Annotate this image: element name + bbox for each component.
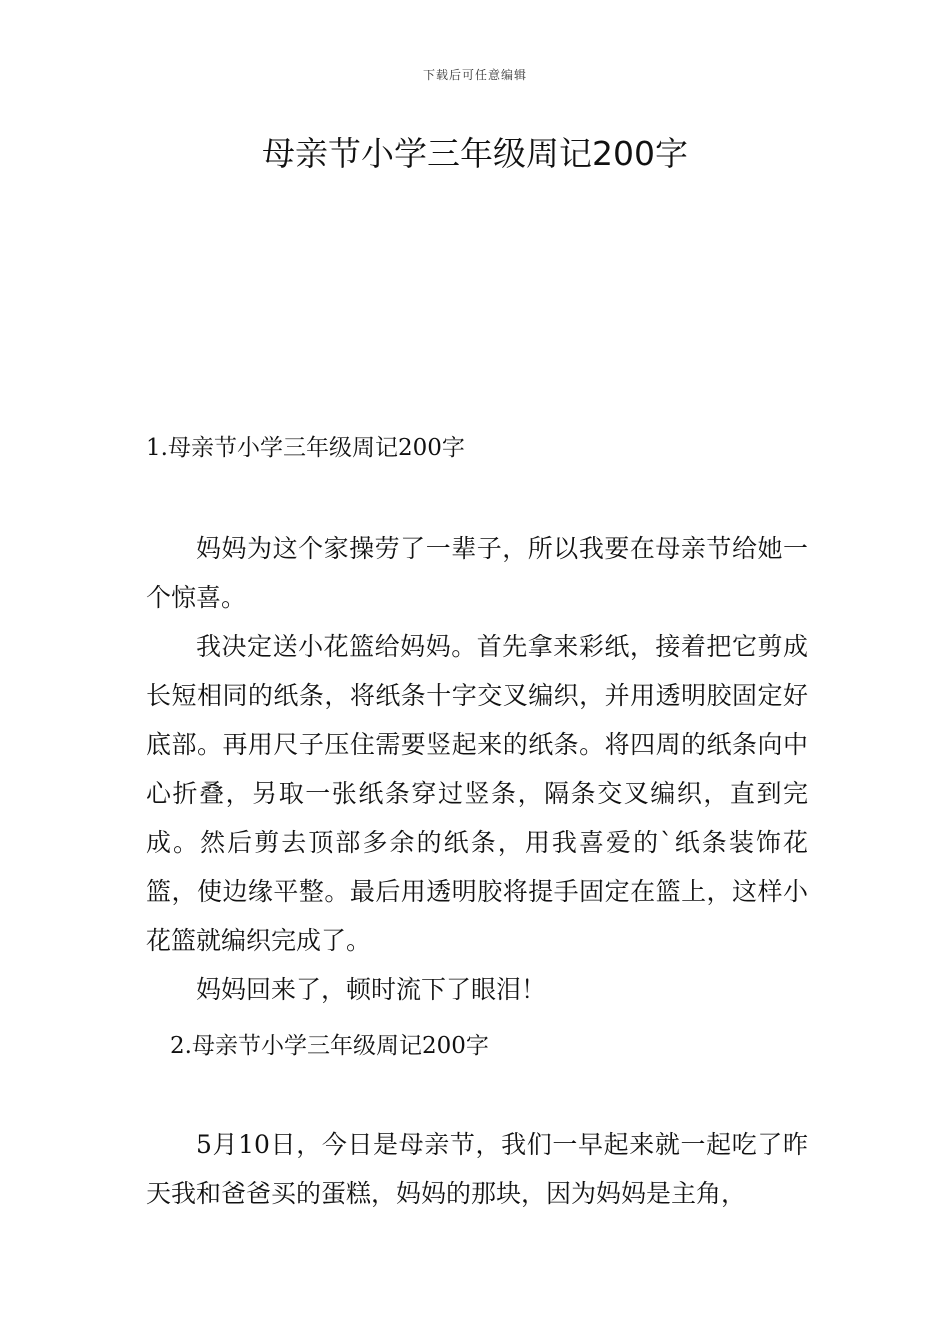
- document-title: 母亲节小学三年级周记200字: [262, 134, 688, 173]
- paragraph: 妈妈回来了，顿时流下了眼泪！: [196, 975, 547, 1004]
- paragraph: 5月10日，今日是母亲节，我们一早起来就一起吃了昨天我和爸爸买的蛋糕，妈妈的那块，因为妈妈是主角，: [146, 1130, 808, 1208]
- paragraph: 妈妈为这个家操劳了一辈子，所以我要在母亲节给她一个惊喜。: [146, 534, 808, 612]
- header-note: 下载后可任意编辑: [422, 68, 527, 82]
- section-2-body: [146, 1120, 808, 1218]
- section-heading-1: 1.母亲节小学三年级周记200字: [146, 435, 465, 461]
- section-1-body: [146, 524, 808, 1014]
- paragraph: 我决定送小花篮给妈妈。首先拿来彩纸，接着把它剪成长短相同的纸条，将纸条十字交叉编织，并用透明胶固定好底部。再用尺子压住需要竖起来的纸条。将四周的纸条向中心折叠，另取一张纸条穿过竖条，隔条交叉编织，直到完成。然后剪去顶部多余的纸条，用我喜爱的`纸条装饰花篮，使边缘平整。最后用透明胶将提手固定在篮上，这样小花篮就编织完成了。: [146, 632, 808, 955]
- section-heading-2: 2.母亲节小学三年级周记200字: [170, 1033, 489, 1059]
